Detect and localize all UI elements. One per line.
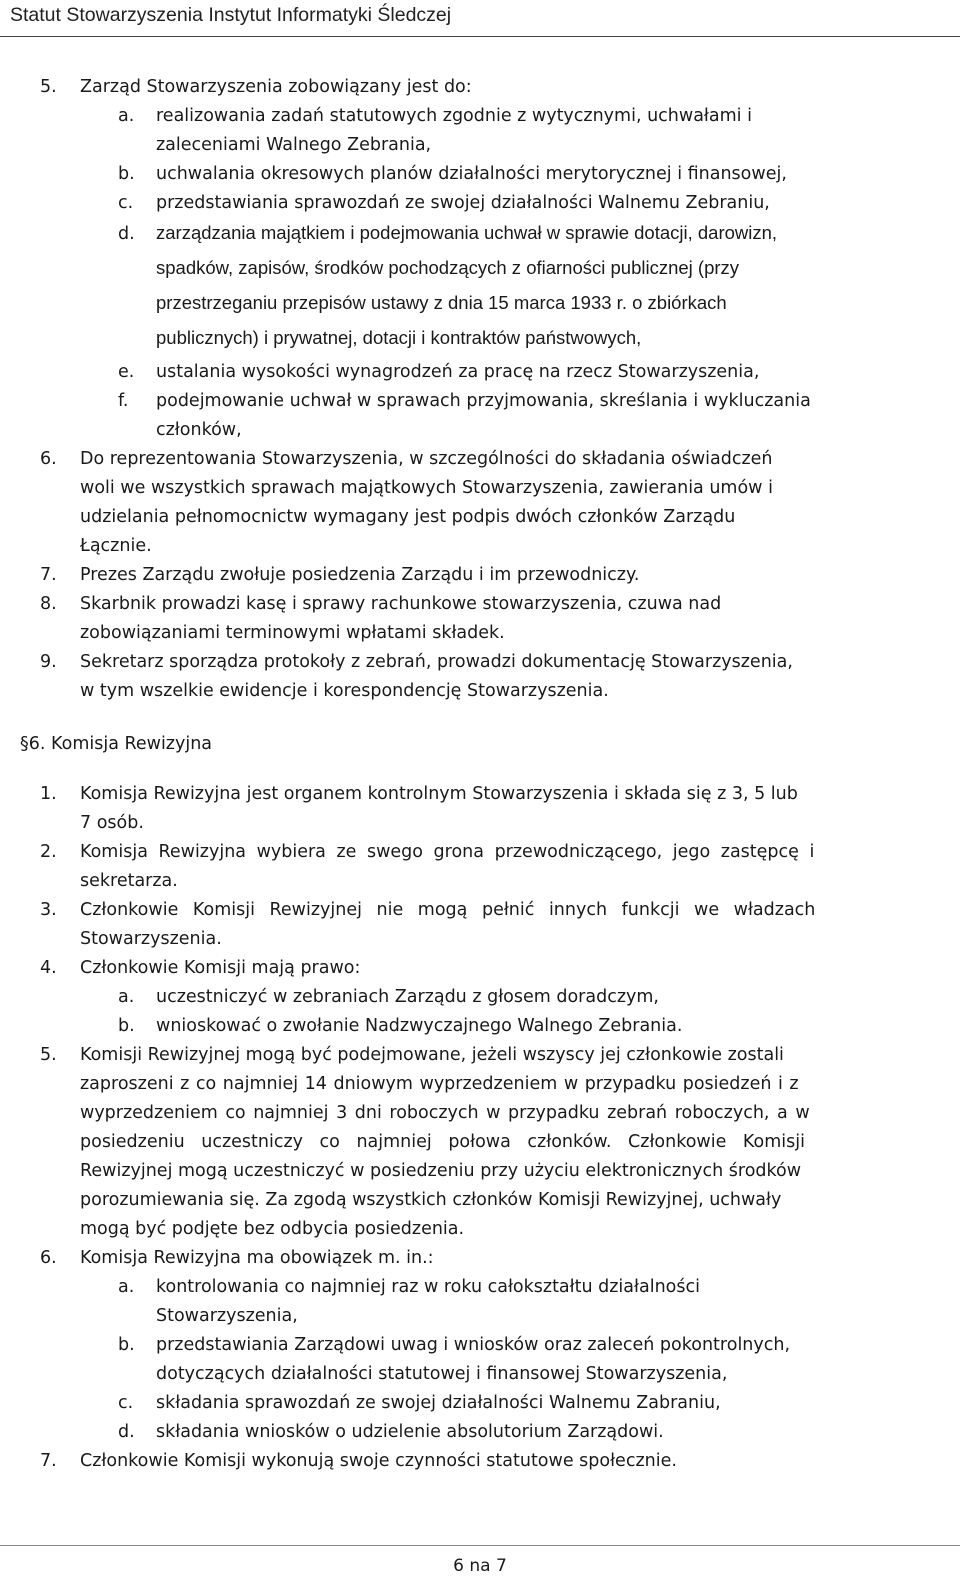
sub-text: zarządzania majątkiem i podejmowania uchwał w sprawie dotacji, darowizn, — [156, 222, 778, 243]
item-number: 7. — [40, 565, 57, 585]
sub-text: realizowania zadań statutowych zgodnie z wytycznymi, uchwałami i — [156, 106, 752, 126]
item-text: Komisja Rewizyjna jest organem kontrolnym Stowarzyszenia i składa się z 3, 5 lub — [80, 784, 798, 804]
item-number: 9. — [40, 652, 57, 672]
sub-text: podejmowanie uchwał w sprawach przyjmowania, skreślania i wykluczania — [156, 391, 811, 411]
item-number: 5. — [40, 77, 57, 97]
item-text: Członkowie Komisji wykonują swoje czynności statutowe społecznie. — [80, 1451, 677, 1471]
sub-letter: a. — [118, 106, 135, 126]
sub-text: uchwalania okresowych planów działalności merytorycznej i finansowej, — [156, 164, 787, 184]
item-text: udzielania pełnomocnictw wymagany jest podpis dwóch członków Zarządu — [80, 507, 736, 527]
item-text: sekretarza. — [80, 871, 178, 891]
item-text: Komisja Rewizyjna wybiera ze swego grona przewodniczącego, jego zastępcę i — [80, 842, 815, 862]
sub-text: Stowarzyszenia, — [156, 1306, 298, 1326]
item-text: Członkowie Komisji mają prawo: — [80, 958, 361, 978]
item-number: 2. — [40, 842, 57, 862]
sub-letter: a. — [118, 1277, 135, 1297]
sub-text: członków, — [156, 420, 242, 440]
item-number: 7. — [40, 1451, 57, 1471]
item-text: Rewizyjnej mogą uczestniczyć w posiedzeniu przy użyciu elektronicznych środków — [80, 1161, 802, 1181]
sub-text: przestrzeganiu przepisów ustawy z dnia 15 marca 1933 r. o zbiórkach — [156, 292, 727, 313]
sub-letter: b. — [118, 164, 135, 184]
item-text: Zarząd Stowarzyszenia zobowiązany jest do: — [80, 77, 472, 97]
item-text: wyprzedzeniem co najmniej 3 dni roboczych w przypadku zebrań roboczych, a w — [80, 1103, 810, 1123]
item-number: 1. — [40, 784, 57, 804]
document-title: Statut Stowarzyszenia Instytut Informatyki Śledczej — [10, 4, 452, 26]
sub-letter: d. — [118, 224, 135, 244]
item-number: 4. — [40, 958, 57, 978]
sub-text: składania wniosków o udzielenie absolutorium Zarządowi. — [156, 1422, 664, 1442]
item-text: porozumiewania się. Za zgodą wszystkich członków Komisji Rewizyjnej, uchwały — [80, 1190, 782, 1210]
item-number: 8. — [40, 594, 57, 614]
item-text: Komisji Rewizyjnej mogą być podejmowane, jeżeli wszyscy jej członkowie zostali — [80, 1045, 784, 1065]
sub-text: przedstawiania Zarządowi uwag i wniosków oraz zaleceń pokontrolnych, — [156, 1335, 791, 1355]
item-text: 7 osób. — [80, 813, 144, 833]
sub-text: uczestniczyć w zebraniach Zarządu z głosem doradczym, — [156, 987, 659, 1007]
page-number: 6 na 7 — [453, 1556, 507, 1576]
sub-letter: c. — [118, 193, 134, 213]
footer-divider — [0, 1545, 960, 1546]
sub-text: ustalania wysokości wynagrodzeń za pracę na rzecz Stowarzyszenia, — [156, 362, 760, 382]
sub-letter: f. — [118, 391, 129, 411]
item-text: Łącznie. — [80, 536, 152, 556]
item-number: 5. — [40, 1045, 57, 1065]
sub-text: spadków, zapisów, środków pochodzących z ofiarności publicznej (przy — [156, 257, 740, 278]
item-text: woli we wszystkich sprawach majątkowych Stowarzyszenia, zawierania umów i — [80, 478, 773, 498]
item-number: 3. — [40, 900, 57, 920]
item-text: Sekretarz sporządza protokoły z zebrań, prowadzi dokumentację Stowarzyszenia, — [80, 652, 793, 672]
item-number: 6. — [40, 449, 57, 469]
sub-letter: e. — [118, 362, 135, 382]
sub-letter: a. — [118, 987, 135, 1007]
sub-letter: b. — [118, 1016, 135, 1036]
item-text: w tym wszelkie ewidencje i korespondencję Stowarzyszenia. — [80, 681, 609, 701]
item-text: mogą być podjęte bez odbycia posiedzenia. — [80, 1219, 465, 1239]
sub-text: składania sprawozdań ze swojej działalności Walnemu Zabraniu, — [156, 1393, 721, 1413]
item-text: Skarbnik prowadzi kasę i sprawy rachunkowe stowarzyszenia, czuwa nad — [80, 594, 722, 614]
item-text: zaproszeni z co najmniej 14 dniowym wyprzedzeniem w przypadku posiedzeń i z — [80, 1074, 799, 1094]
sub-text: publicznych) i prywatnej, dotacji i kontraktów państwowych, — [156, 327, 642, 348]
item-text: posiedzeniu uczestniczy co najmniej połowa członków. Członkowie Komisji — [80, 1132, 805, 1152]
item-text: Stowarzyszenia. — [80, 929, 222, 949]
item-text: Komisja Rewizyjna ma obowiązek m. in.: — [80, 1248, 434, 1268]
sub-text: zaleceniami Walnego Zebrania, — [156, 135, 432, 155]
section-heading: §6. Komisja Rewizyjna — [20, 734, 213, 754]
sub-text: kontrolowania co najmniej raz w roku całokształtu działalności — [156, 1277, 700, 1297]
sub-text: wnioskować o zwołanie Nadzwyczajnego Walnego Zebrania. — [156, 1016, 683, 1036]
item-text: Do reprezentowania Stowarzyszenia, w szczególności do składania oświadczeń — [80, 449, 773, 469]
sub-letter: b. — [118, 1335, 135, 1355]
sub-letter: c. — [118, 1393, 134, 1413]
sub-text: przedstawiania sprawozdań ze swojej działalności Walnemu Zebraniu, — [156, 193, 770, 213]
item-text: Członkowie Komisji Rewizyjnej nie mogą pełnić innych funkcji we władzach — [80, 900, 816, 920]
sub-text: dotyczących działalności statutowej i finansowej Stowarzyszenia, — [156, 1364, 728, 1384]
item-text: Prezes Zarządu zwołuje posiedzenia Zarządu i im przewodniczy. — [80, 565, 640, 585]
item-text: zobowiązaniami terminowymi wpłatami składek. — [80, 623, 505, 643]
sub-letter: d. — [118, 1422, 135, 1442]
item-number: 6. — [40, 1248, 57, 1268]
